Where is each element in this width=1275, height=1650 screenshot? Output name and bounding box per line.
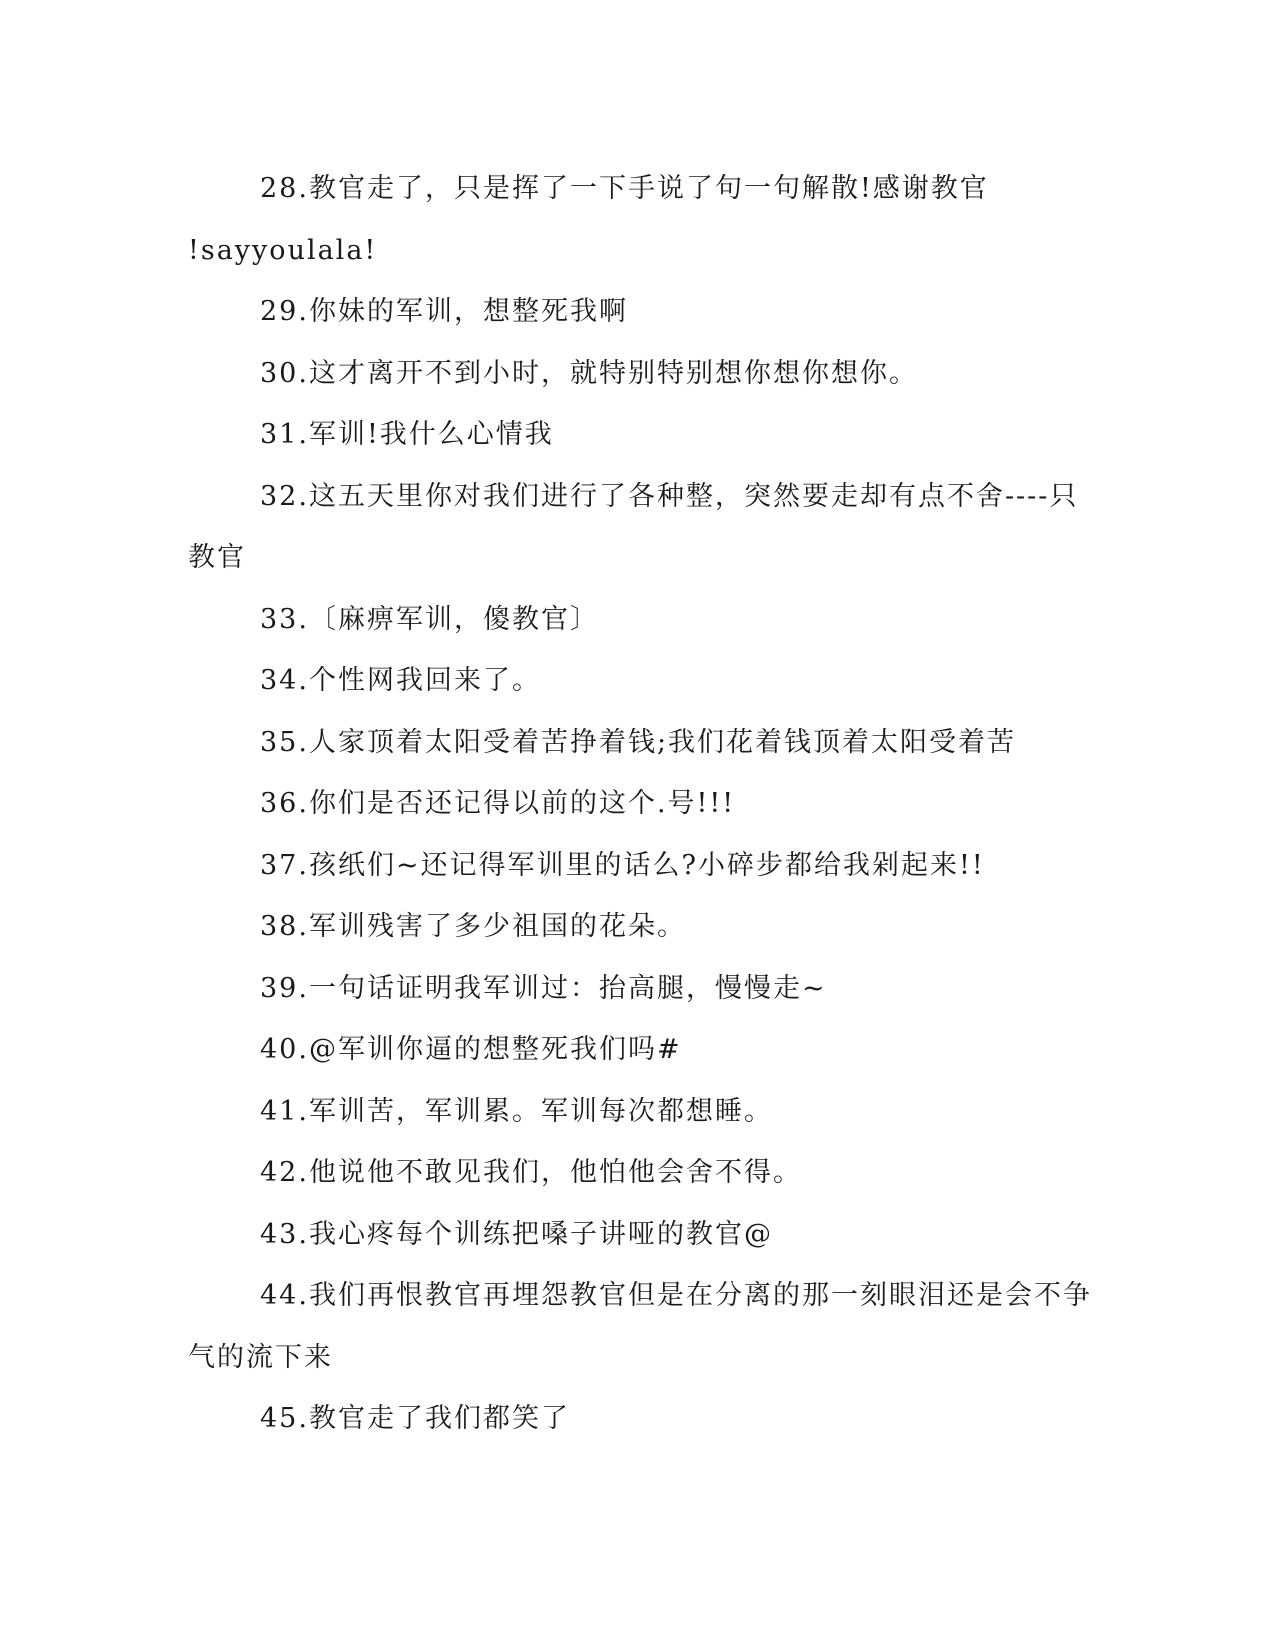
text-line-29: 29.你妹的军训，想整死我啊 — [260, 296, 628, 327]
text-line-41: 41.军训苦，军训累。军训每次都想睡。 — [260, 1095, 773, 1127]
text-line-28a: 28.教官走了，只是挥了一下手说了句一句解散!感谢教官 — [260, 173, 989, 204]
text-line-38: 38.军训残害了多少祖国的花朵。 — [260, 911, 686, 942]
text-line-31: 31.军训!我什么心情我 — [260, 419, 554, 450]
text-line-30: 30.这才离开不到小时，就特别特别想你想你想你。 — [260, 357, 918, 389]
text-line-32a: 32.这五天里你对我们进行了各种整，突然要走却有点不舍----只 — [260, 480, 1079, 512]
text-line-35: 35.人家顶着太阳受着苦挣着钱;我们花着钱顶着太阳受着苦 — [260, 726, 1017, 758]
text-line-37: 37.孩纸们~还记得军训里的话么?小碎步都给我剁起来!! — [260, 849, 985, 881]
text-line-39: 39.一句话证明我军训过：抬高腿，慢慢走~ — [260, 972, 827, 1004]
text-line-42: 42.他说他不敢见我们，他怕他会舍不得。 — [260, 1157, 802, 1188]
text-line-40: 40.@军训你逼的想整死我们吗# — [260, 1034, 682, 1065]
text-line-44b: 气的流下来 — [188, 1341, 333, 1373]
text-line-44a: 44.我们再恨教官再埋怨教官但是在分离的那一刻眼泪还是会不争 — [260, 1280, 1092, 1311]
text-line-33: 33.〔麻痹军训，傻教官〕 — [260, 603, 599, 635]
document-body — [188, 158, 1092, 1450]
text-line-28b: !sayyoulala! — [188, 234, 378, 266]
text-line-34: 34.个性网我回来了。 — [260, 665, 541, 696]
text-line-43: 43.我心疼每个训练把嗓子讲哑的教官@ — [260, 1218, 773, 1250]
text-line-45: 45.教官走了我们都笑了 — [260, 1403, 570, 1434]
text-line-32b: 教官 — [188, 542, 246, 573]
text-line-36: 36.你们是否还记得以前的这个.号!!! — [260, 788, 736, 819]
